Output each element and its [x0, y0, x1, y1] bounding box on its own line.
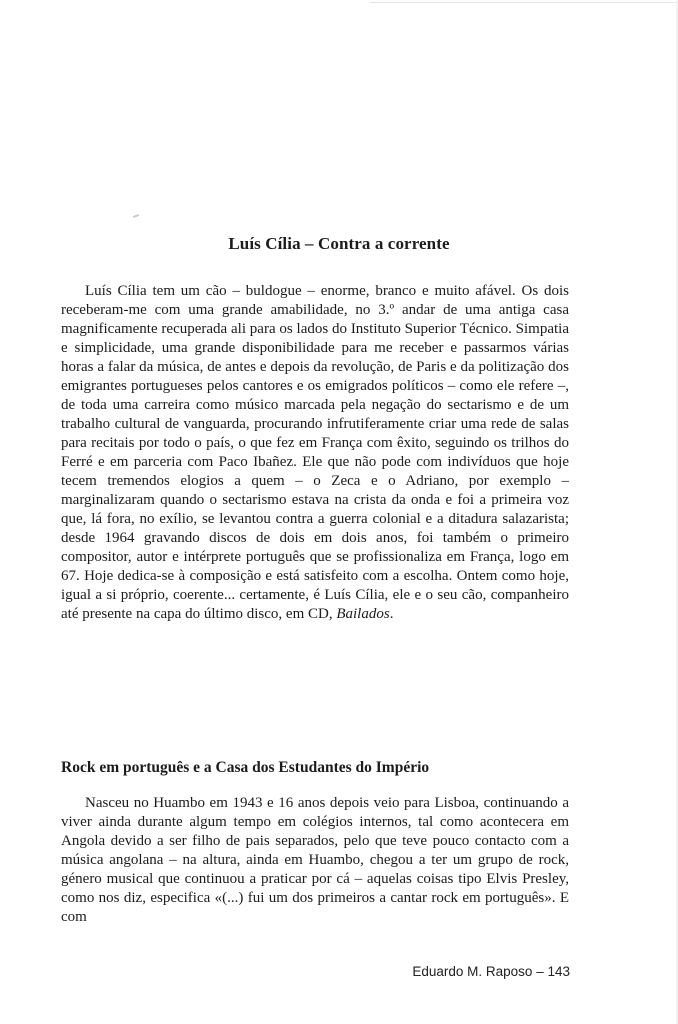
paragraph-1-end: . [389, 606, 394, 622]
footer-separator: – [536, 964, 544, 979]
page-footer [412, 964, 570, 979]
page-number: 143 [547, 964, 570, 979]
paper-speck [133, 214, 139, 218]
paragraph-2-text: Nasceu no Huambo em 1943 e 16 anos depois veio para Lisboa, continuando a viver ainda durante algum tempo em colégios internos, tal como acontecera em Angola devido a ser filho de pais separados, pelo que teve pouco contacto com a música angolana – na altura, ainda em Huambo, chegou a ter um grupo de rock, género musical que continuou a praticar por cá – aquelas coisas tipo Elvis Presley, como nos diz, especifica «(...) fui um dos primeiros a cantar rock em português». E com [61, 795, 569, 925]
chapter-title: Luís Cília – Contra a corrente [228, 234, 450, 253]
body-paragraph-2 [61, 794, 569, 927]
footer-author: Eduardo M. Raposo [412, 964, 533, 979]
page-edge-line [370, 2, 678, 3]
paragraph-1-text: Luís Cília tem um cão – buldogue – enorme, branco e muito afável. Os dois receberam-me com uma grande amabilidade, no 3.º andar de uma antiga casa magnificamente recuperada ali para os lados do Instituto Superior Técnico. Simpatia e simplicidade, uma grande disponibilidade para me receber e passarmos várias horas a falar da música, de antes e depois da revolução, de Paris e da politização dos emigrantes portugueses pelos cantores e os emigrados políticos – como ele refere –, de toda uma carreira como músico marcada pela negação do sectarismo e de um trabalho cultural de vanguarda, procurando infrutiferamente criar uma rede de salas para recitais por todo o país, o que fez em França com êxito, seguindo os trilhos do Ferré e em parceria com Paco Ibañez. Ele que não pode com indivíduos que hoje tecem tremendos elogios a quem – o Zeca e o Adriano, por exemplo – marginalizaram quando o sectarismo estava na crista da onda e foi a primeira voz que, lá fora, no exílio, se levantou contra a guerra colonial e a ditadura salazarista; desde 1964 gravando discos de dois em dois anos, foi também o primeiro compositor, autor e intérprete português que se profissionaliza em França, logo em 67. Hoje dedica-se à composição e está satisfeito com a escolha. Ontem como hoje, igual a si próprio, coerente... certamente, é Luís Cília, ele e o seu cão, companheiro até presente na capa do último disco, em CD, [61, 283, 569, 622]
album-title: Bailados [336, 606, 390, 622]
body-paragraph-1 [61, 282, 569, 624]
section-title: Rock em português e a Casa dos Estudantes do Império [61, 759, 430, 776]
